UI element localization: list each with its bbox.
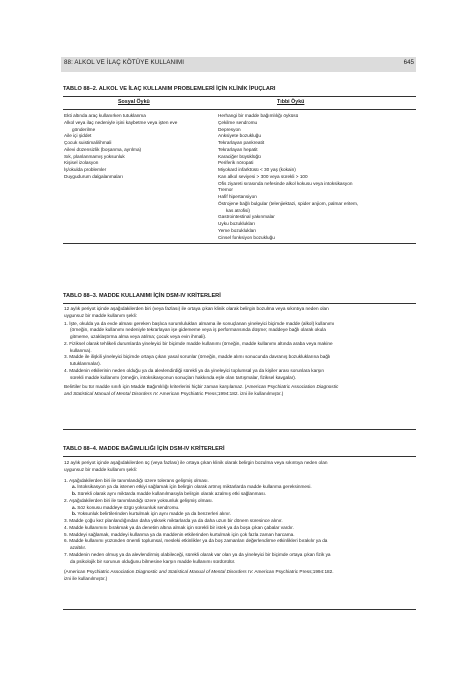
criterion-item: 4. Madde kullanımını bırakmak ya da denetim altına almak için sürekli bir istek ya da boşa çıkan çabalar vardır. xyxy=(64,524,294,530)
criterion-item: 3. Madde ile ilişkili yineleyici biçimde ortaya çıkan yasal sorunlar (örneğin, madde alımı sonucunda davranış bozukluklarına bağlı xyxy=(64,354,331,360)
table-note: and Statistical Manual of Mental Disorders IV. American Psychiatric Press;1994:182. izni ile kullanılmıştır.) xyxy=(64,391,284,396)
list-item: Uyku bozuklukları xyxy=(218,221,255,226)
list-item: Tekrarlayan hepatit xyxy=(218,146,258,152)
list-item: gönderilme xyxy=(72,126,96,132)
criterion-item: 1. Aşağıdakilerden biri ile tanımlandığı üzere tolerans gelişmiş olması. xyxy=(64,477,209,483)
table-88-4-title: TABLO 88–4. MADDE BAĞIMLILIĞI İÇİN DSM-IV KRİTERLERİ xyxy=(63,446,225,452)
list-item: Kişisel izolasyon xyxy=(64,160,99,166)
list-item: Ailevi düzensizlik (boşanma, ayrılma) xyxy=(64,146,142,152)
list-item: Herhangi bir madde bağımlılığı öyküsü xyxy=(218,113,299,118)
criterion-item: 2. Aşağıdakilerden biri ile tanımlandığı üzere yoksunluk gelişmiş olması. xyxy=(64,497,214,503)
criterion-item: 3. Madde çoğu kez planlandığından daha yüksek miktarlarda ya da daha uzun bir dönem süresince alınır. xyxy=(64,518,283,523)
table-88-2-title: TABLO 88–2. ALKOL VE İLAÇ KULLANIM PROBLEMLERİ İÇİN KLİNİK İPUÇLARI xyxy=(63,86,276,92)
list-item: kas atrofisi) xyxy=(226,207,250,213)
text-line: uygunsuz bir madde kullanım şekli: xyxy=(64,466,137,472)
list-item: Karaciğer büyüklüğü xyxy=(218,153,261,159)
medical-history-list xyxy=(218,113,358,241)
table-88-4-body xyxy=(64,460,416,583)
medical-history-heading: Tıbbi Öykü xyxy=(277,99,305,105)
criterion-subitem: b. Sürekli olarak aynı miktarda madde kullanılmasıyla belirgin olarak azalmış etki sağlanması. xyxy=(72,491,267,496)
table-note: izni ile kullanılmıştır.) xyxy=(64,576,108,581)
running-header xyxy=(61,57,416,72)
list-item: Çocuk suistimali/ihmali xyxy=(64,140,112,145)
criterion-item: kullanma). xyxy=(70,347,92,353)
divider xyxy=(63,96,416,97)
criterion-item: gitmeme, uzaklaştırma alma veya atılma; çocuk veya evin ihmali). xyxy=(70,334,207,339)
list-item: Gastrointestinal yakınmalar xyxy=(218,214,275,220)
divider xyxy=(63,429,416,430)
criterion-item: 4. Maddenin etkilerinin neden olduğu ya da alevlendirdiği sürekli ya da yineleyici toplumsal ya da kişiler arası sorunlara karşın xyxy=(64,367,325,373)
divider xyxy=(63,456,416,457)
divider xyxy=(63,303,416,304)
table-note: (American Psychiatric Association Diagnostic and Statistical Manual of Mental Disorders IV. American Psychiatric Press;1994:182. xyxy=(64,569,334,575)
list-item: Sık, planlanmamış yoksunluk xyxy=(64,153,125,159)
divider xyxy=(63,109,416,110)
criterion-subitem: a. Söz konusu maddeye özgü yoksunluk sendromu. xyxy=(72,504,180,510)
list-item: Alkol veya ilaç nedeniyle işini kaybetme veya işten eve xyxy=(64,119,178,125)
criterion-item: 7. Maddenin neden olmuş ya da alevlendirmiş olabileceği, sürekli olarak var olan ya da yineleyici bir biçimde ortaya çıkan fizik ya xyxy=(64,551,331,557)
divider xyxy=(63,609,416,610)
list-item: İş/okulda problemler xyxy=(64,167,107,172)
list-item: Aile içi şiddet xyxy=(64,133,92,139)
criterion-item: tutuklanmalar). xyxy=(70,361,102,366)
list-item: Depresyon xyxy=(218,126,241,132)
list-item: Ekti altında araç kullanırken tutuklanma xyxy=(64,113,146,118)
criterion-item: 1. İşte, okulda ya da evde alması gereken başlıca sorumlulukları almama ile sonuçlanan yineleyici biçimde madde (alkol) kullanımı xyxy=(64,320,335,326)
list-item: Anksiyete bozukluğu xyxy=(218,133,261,139)
list-item: Miyokard infarktüsü < 30 yaş (kokain) xyxy=(218,167,296,172)
social-history-heading: Sosyal Öykü xyxy=(118,99,150,105)
list-item: Cinsel fonksiyon bozukluğu xyxy=(218,234,275,240)
list-item: Östrojene bağlı bulgular (telenjiektazi, spider anjiom, palmar eritem, xyxy=(218,200,359,206)
criterion-item: 2. Fiziksel olarak tehlikeli durumlarda yineleyici bir biçimde madde kullanımı (örneğin, madde kullanımı altında araba veya makine xyxy=(64,340,333,346)
chapter-title: 88: ALKOL VE İLAÇ KÖTÜYE KULLANIMI xyxy=(64,59,185,66)
list-item: Duygudurum dalgalanmaları xyxy=(64,173,123,179)
criterion-item: 6. Madde kullanımı yüzünden önemli toplumsal, mesleki etkinlikler ya da boş zamanları değerlendirme etkinlikleri bırakılır ya da xyxy=(64,538,328,544)
criterion-item: 5. Maddeyi sağlamak, maddeyi kullanma ya da maddenin etkilerinden kurtulmak için çok fazla zaman harcama. xyxy=(64,531,295,537)
list-item: Periferik nöropati xyxy=(218,160,254,166)
list-item: Ofis ziyareti sırasında nefesinde alkol kokusu veya intoksikasyon xyxy=(218,180,353,186)
page-number: 645 xyxy=(403,59,414,66)
criterion-item: (örneğin, madde kullanımı nedeniyle tekrarlayan işe gidememe veya iş performansında düşme; maddeye bağlı olarak okula xyxy=(70,327,326,333)
criterion-subitem: a. İntoksikasyon ya da istenen etkiyi sağlamak için belirgin olarak artmış miktarlarda madde kullanma gereksinmesi. xyxy=(72,484,312,490)
social-history-list xyxy=(64,113,177,181)
list-item: Kan alkol seviyesi > 300 veya sürekli > 100 xyxy=(218,173,308,179)
table-note: Belirtiler bu tür madde sınıfı için Madde Bağımlılığı kriterlerini hiçbir zaman karşılamaz. (American Psychiatric Association Diagnostic xyxy=(64,384,339,390)
list-item: Tremor xyxy=(218,187,233,193)
table-88-3-body xyxy=(64,306,416,398)
list-item: Yeme bozuklukları xyxy=(218,227,257,233)
criterion-item: sürekli madde kullanımı (örneğin, intoksikasyonun sonuçları hakkında eşle olan tartışmalar, fiziksel kavgalar). xyxy=(70,374,297,380)
text-line: uygunsuz bir madde kullanım şekli: xyxy=(64,312,137,318)
list-item: Çekilme sendromu xyxy=(218,119,258,125)
list-item: Tekrarlayan pankreatit xyxy=(218,140,265,145)
criterion-item: da psikolojik bir sorunun olduğunu bilmesine karşın madde kullanımı sürdürülür. xyxy=(70,558,236,564)
table-88-3-title: TABLO 88–3. MADDE KULLANIMI İÇİN DSM-IV KRİTERLERİ xyxy=(63,293,221,299)
text-line: 12 aylık periyot içinde aşağıdakilerden biri (veya fazlası) ile ortaya çıkan klinik olarak belirgin bozulma veya sıkıntıya neden olan xyxy=(64,306,329,311)
criterion-item: azaltılır. xyxy=(70,545,87,550)
divider xyxy=(63,243,416,244)
list-item: Hafif hipertansiyon xyxy=(218,194,257,199)
criterion-subitem: b. Yoksunluk belirtilerinden kurtulmak için aynı madde ya da benzerleri alınır. xyxy=(72,511,231,517)
text-line: 12 aylık periyot içinde aşağıdakilerden üç (veya fazlası) ile ortaya çıkan klinik olarak belirgin bozulma veya sıkıntıya neden olan xyxy=(64,460,328,465)
